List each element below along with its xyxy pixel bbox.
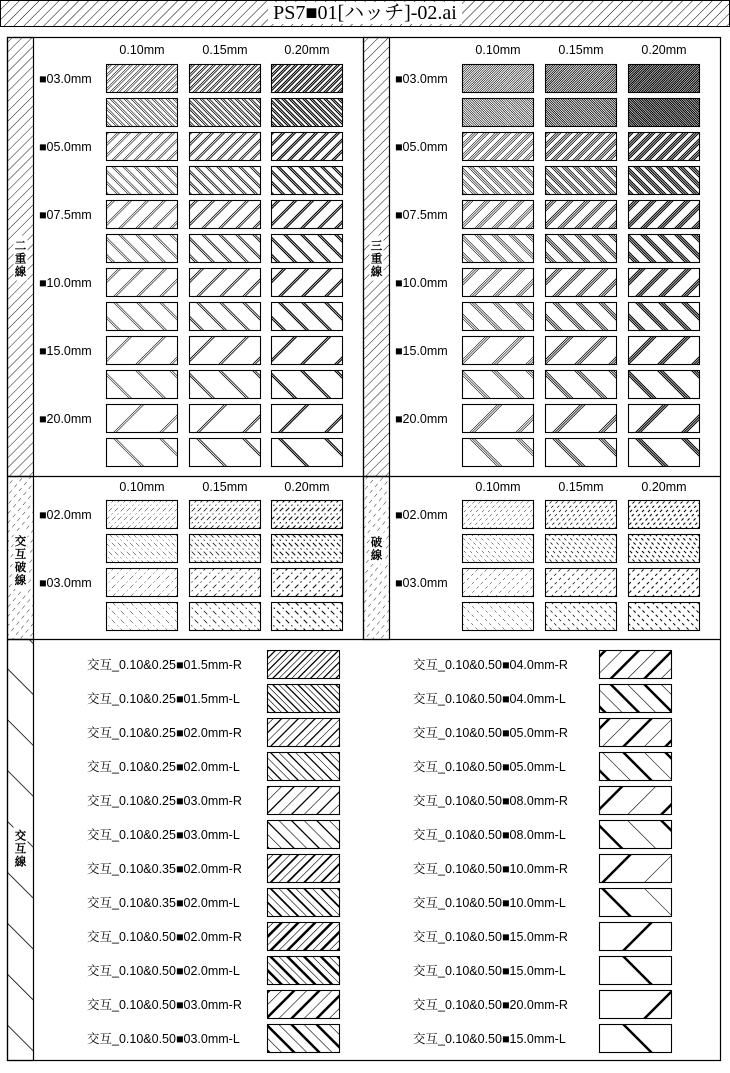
alternate-swatch <box>228 854 400 883</box>
dash-row-label: ■02.0mm <box>395 508 448 522</box>
altdash-swatch-R <box>150 568 323 597</box>
alternate-swatch <box>560 854 715 883</box>
triple-col-1: 0.15mm <box>558 43 604 57</box>
dash-swatch-R <box>506 568 679 597</box>
double-row-label: ■10.0mm <box>39 276 92 290</box>
triple-row-label: ■03.0mm <box>395 72 448 86</box>
alternate-swatch <box>560 1024 715 1053</box>
alternate-swatch <box>228 956 400 985</box>
alternate-label: 交互_0.10&0.35■02.0mm-R <box>87 862 242 876</box>
double-swatch-L <box>67 166 241 195</box>
svg-text:線: 線 <box>370 264 383 279</box>
alternate-label: 交互_0.10&0.50■10.0mm-L <box>413 896 566 910</box>
altdash-swatch-L <box>150 602 323 631</box>
svg-text:交: 交 <box>14 534 27 548</box>
alternate-swatch <box>228 684 402 713</box>
triple-swatch-R <box>506 132 683 161</box>
alternate-swatch <box>560 786 723 815</box>
alternate-swatch <box>560 684 723 713</box>
alternate-label: 交互_0.10&0.25■01.5mm-L <box>87 692 240 706</box>
altdash-swatch-R <box>67 568 240 597</box>
alternate-label: 交互_0.10&0.50■04.0mm-L <box>413 692 566 706</box>
triple-col-2: 0.20mm <box>641 43 687 57</box>
dash-swatch-R <box>423 568 596 597</box>
altdash-col-2: 0.20mm <box>284 480 330 494</box>
alternate-label: 交互_0.10&0.50■10.0mm-R <box>413 862 568 876</box>
double-swatch-L <box>150 166 324 195</box>
double-row-label: ■05.0mm <box>39 140 92 154</box>
double-swatch-R <box>150 268 319 297</box>
svg-text:線: 線 <box>14 854 27 869</box>
svg-text:重: 重 <box>370 251 383 266</box>
triple-swatch-L <box>589 370 730 399</box>
alternate-swatch <box>560 718 730 747</box>
svg-text:線: 線 <box>14 264 27 279</box>
triple-col-0: 0.10mm <box>475 43 521 57</box>
alternate-label: 交互_0.10&0.50■20.0mm-R <box>413 998 568 1012</box>
svg-text:二: 二 <box>14 238 27 253</box>
alternate-swatch <box>228 752 400 781</box>
dash-col-0: 0.10mm <box>475 480 521 494</box>
alternate-swatch <box>560 650 723 679</box>
altdash-swatch-R <box>150 500 329 529</box>
svg-text:三: 三 <box>370 238 383 253</box>
triple-row-label: ■15.0mm <box>395 344 448 358</box>
double-swatch-R <box>67 336 234 365</box>
alternate-label: 交互_0.10&0.50■05.0mm-R <box>413 726 568 740</box>
altdash-row-label: ■03.0mm <box>39 576 92 590</box>
alternate-swatch <box>560 888 715 917</box>
triple-row-label: ■05.0mm <box>395 140 448 154</box>
alternate-swatch <box>560 820 723 849</box>
triple-row-label: ■20.0mm <box>395 412 448 426</box>
alternate-swatch <box>560 922 715 951</box>
double-swatch-L <box>150 302 319 331</box>
triple-swatch-L <box>589 438 730 467</box>
altdash-col-1: 0.15mm <box>202 480 248 494</box>
alternate-swatch <box>560 956 715 985</box>
alternate-swatch <box>228 1024 396 1053</box>
alternate-label: 交互_0.10&0.25■03.0mm-L <box>87 828 240 842</box>
alternate-label: 交互_0.10&0.50■08.0mm-R <box>413 794 568 808</box>
double-col-0: 0.10mm <box>119 43 165 57</box>
altdash-col-0: 0.10mm <box>119 480 165 494</box>
alternate-label: 交互_0.10&0.50■08.0mm-L <box>413 828 566 842</box>
alternate-label: 交互_0.10&0.25■01.5mm-R <box>87 658 242 672</box>
svg-text:破: 破 <box>14 560 27 574</box>
double-swatch-L <box>150 438 319 467</box>
alternate-label: 交互_0.10&0.50■04.0mm-R <box>413 658 568 672</box>
alternate-swatch <box>228 922 400 951</box>
svg-text:破: 破 <box>370 535 383 549</box>
dash-swatch-L <box>506 602 679 631</box>
double-row-label: ■03.0mm <box>39 72 92 86</box>
dash-swatch-L <box>423 534 602 563</box>
dash-col-1: 0.15mm <box>558 480 604 494</box>
double-swatch-L <box>67 370 234 399</box>
alternate-swatch <box>228 650 402 679</box>
alternate-label: 交互_0.10&0.25■02.0mm-R <box>87 726 242 740</box>
alternate-swatch <box>228 888 400 917</box>
triple-swatch-R <box>589 404 730 433</box>
double-swatch-L <box>67 234 234 263</box>
double-swatch-R <box>67 132 241 161</box>
double-line-label <box>14 236 28 281</box>
triple-line-label <box>370 236 384 281</box>
triple-swatch-L <box>589 302 730 331</box>
alternate-label <box>14 826 28 871</box>
alternate-label: 交互_0.10&0.25■03.0mm-R <box>87 794 242 808</box>
alternate-label: 交互_0.10&0.35■02.0mm-L <box>87 896 240 910</box>
altdash-swatch-L <box>67 602 240 631</box>
alternate-label: 交互_0.10&0.50■15.0mm-L <box>413 1032 566 1046</box>
triple-swatch-L <box>423 166 600 195</box>
svg-text:交: 交 <box>14 828 27 843</box>
dash-row-label: ■03.0mm <box>395 576 448 590</box>
alternate-swatch <box>228 786 396 815</box>
svg-text:互: 互 <box>14 547 27 561</box>
triple-swatch-R <box>423 132 600 161</box>
double-col-1: 0.15mm <box>202 43 248 57</box>
triple-row-label: ■07.5mm <box>395 208 448 222</box>
altdash-swatch-L <box>150 534 329 563</box>
alternate-label: 交互_0.10&0.50■15.0mm-R <box>413 930 568 944</box>
dash-swatch-R <box>423 500 602 529</box>
double-row-label: ■07.5mm <box>39 208 92 222</box>
double-row-label: ■15.0mm <box>39 344 92 358</box>
double-swatch-R <box>150 404 319 433</box>
alternate-swatch <box>228 990 396 1019</box>
alternate-swatch <box>228 820 396 849</box>
document-title: PS7■01[ハッチ]-02.ai <box>0 0 730 27</box>
alternate-label: 交互_0.10&0.50■03.0mm-R <box>87 998 242 1012</box>
svg-text:線: 線 <box>14 573 27 587</box>
triple-swatch-R <box>589 336 730 365</box>
alternate-swatch <box>560 752 730 781</box>
alternate-swatch <box>560 990 673 1019</box>
alternate-label: 交互_0.10&0.50■02.0mm-R <box>87 930 242 944</box>
altdash-swatch-R <box>67 500 246 529</box>
svg-text:互: 互 <box>14 841 27 856</box>
triple-swatch-L <box>506 166 683 195</box>
dash-label <box>370 532 384 564</box>
svg-text:線: 線 <box>370 548 383 562</box>
double-swatch-R <box>67 200 234 229</box>
svg-text:重: 重 <box>14 251 27 266</box>
alternate-label: 交互_0.10&0.50■05.0mm-L <box>413 760 566 774</box>
alternate-label: 交互_0.10&0.25■02.0mm-L <box>87 760 240 774</box>
altdash-swatch-L <box>67 534 246 563</box>
alternate-swatch <box>228 718 400 747</box>
alternate-label: 交互_0.10&0.50■15.0mm-L <box>413 964 566 978</box>
dash-swatch-L <box>423 602 596 631</box>
alternate-label: 交互_0.10&0.50■02.0mm-L <box>87 964 240 978</box>
dash-col-2: 0.20mm <box>641 480 687 494</box>
alt-dash-label <box>14 531 28 589</box>
double-col-2: 0.20mm <box>284 43 330 57</box>
triple-row-label: ■10.0mm <box>395 276 448 290</box>
alternate-label: 交互_0.10&0.50■03.0mm-L <box>87 1032 240 1046</box>
double-row-label: ■20.0mm <box>39 412 92 426</box>
altdash-row-label: ■02.0mm <box>39 508 92 522</box>
double-swatch-R <box>150 132 324 161</box>
triple-swatch-R <box>589 268 730 297</box>
